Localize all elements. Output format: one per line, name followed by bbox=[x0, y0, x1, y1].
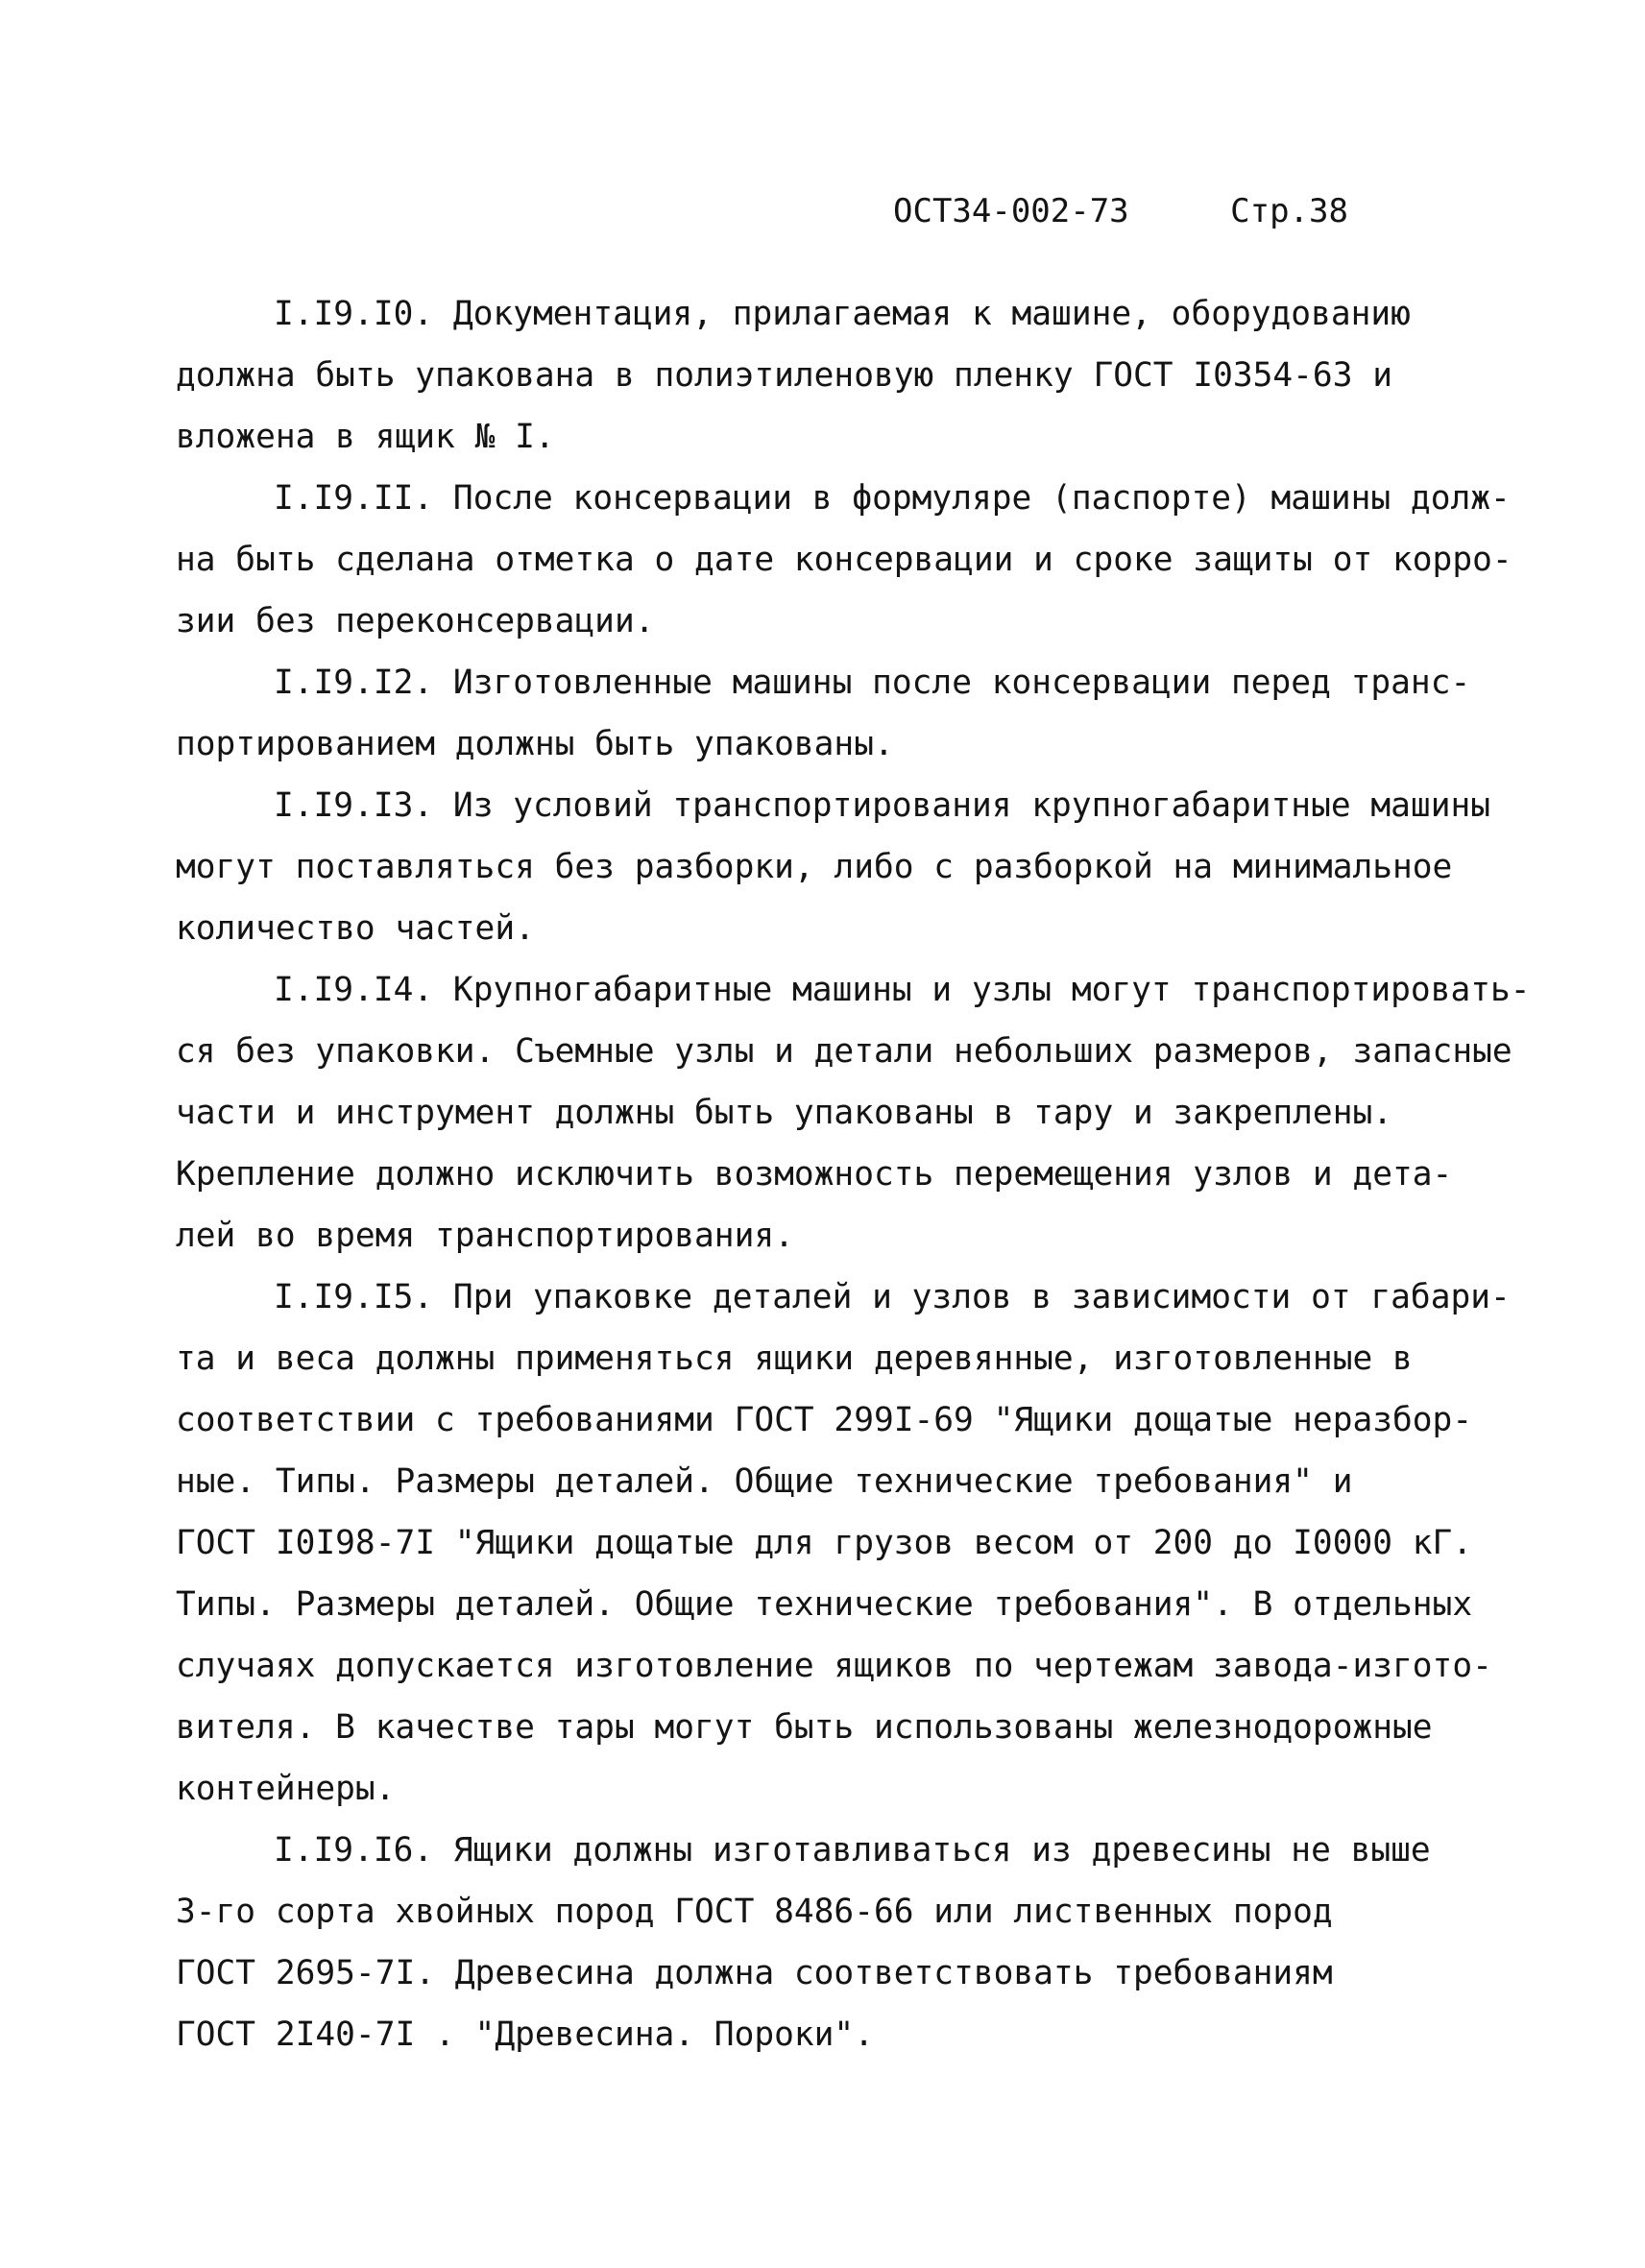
text-line: могут поставляться без разборки, либо с разборкой на минимальное bbox=[176, 848, 1453, 886]
text-line: соответствии с требованиями ГОСТ 299I-69 "Ящики дощатые неразбор- bbox=[176, 1401, 1473, 1439]
section-paragraph bbox=[176, 283, 1463, 468]
text-line: I.I9.I6. Ящики должны изготавливаться из древесины не выше bbox=[274, 1831, 1431, 1870]
text-line: должна быть упакована в полиэтиленовую пленку ГОСТ I0354-63 и bbox=[176, 356, 1393, 395]
text-line: зии без переконсервации. bbox=[176, 602, 655, 640]
text-line: ГОСТ 2I40-7I . "Древесина. Пороки". bbox=[176, 2015, 874, 2054]
section-paragraph bbox=[176, 959, 1531, 1267]
text-line: на быть сделана отметка о дате консервации и сроке защиты от корро- bbox=[176, 541, 1512, 579]
text-line: I.I9.I4. Крупногабаритные машины и узлы могут транспортировать- bbox=[274, 971, 1531, 1009]
text-line: Типы. Размеры деталей. Общие технические требования". В отдельных bbox=[176, 1585, 1473, 1624]
text-line: ГОСТ 2695-7I. Древесина должна соответствовать требованиям bbox=[176, 1954, 1333, 1992]
text-line: вителя. В качестве тары могут быть использованы железнодорожные bbox=[176, 1708, 1433, 1747]
section-paragraph bbox=[176, 468, 1512, 652]
section-paragraph bbox=[176, 1267, 1511, 1820]
text-line: количество частей. bbox=[176, 909, 535, 948]
text-line: I.I9.I2. Изготовленные машины после консервации перед транс- bbox=[274, 664, 1471, 702]
page-header bbox=[893, 192, 1348, 230]
text-line: лей во время транспортирования. bbox=[176, 1217, 794, 1255]
text-line: вложена в ящик № I. bbox=[176, 418, 555, 456]
text-line: ные. Типы. Размеры деталей. Общие технические требования" и bbox=[176, 1462, 1353, 1501]
text-line: I.I9.II. После консервации в формуляре (паспорте) машины долж- bbox=[274, 479, 1511, 518]
text-line: случаях допускается изготовление ящиков по чертежам завода-изгото- bbox=[176, 1647, 1492, 1685]
text-line: части и инструмент должны быть упакованы в тару и закреплены. bbox=[176, 1094, 1393, 1132]
text-line: портированием должны быть упакованы. bbox=[176, 725, 894, 763]
section-paragraph bbox=[176, 652, 1471, 775]
text-line: ся без упаковки. Съемные узлы и детали небольших размеров, запасные bbox=[176, 1032, 1512, 1071]
text-line: 3-го сорта хвойных пород ГОСТ 8486-66 или лиственных пород bbox=[176, 1893, 1333, 1931]
text-line: ГОСТ I0I98-7I "Ящики дощатые для грузов весом от 200 до I0000 кГ. bbox=[176, 1524, 1473, 1562]
text-line: Крепление должно исключить возможность перемещения узлов и дета- bbox=[176, 1155, 1453, 1194]
text-line: I.I9.I3. Из условий транспортирования крупногабаритные машины bbox=[274, 786, 1491, 825]
text-line: I.I9.I5. При упаковке деталей и узлов в зависимости от габари- bbox=[274, 1278, 1511, 1316]
document-code: ОСТ34-002-73 bbox=[893, 192, 1129, 230]
page-number: Стр.38 bbox=[1230, 192, 1348, 230]
section-paragraph bbox=[176, 775, 1491, 959]
text-line: контейнеры. bbox=[176, 1770, 396, 1808]
section-paragraph bbox=[176, 1820, 1463, 2065]
text-line: та и веса должны применяться ящики деревянные, изготовленные в bbox=[176, 1339, 1413, 1378]
document-body bbox=[176, 283, 1531, 2065]
text-line: I.I9.I0. Документация, прилагаемая к машине, оборудованию bbox=[274, 295, 1411, 333]
